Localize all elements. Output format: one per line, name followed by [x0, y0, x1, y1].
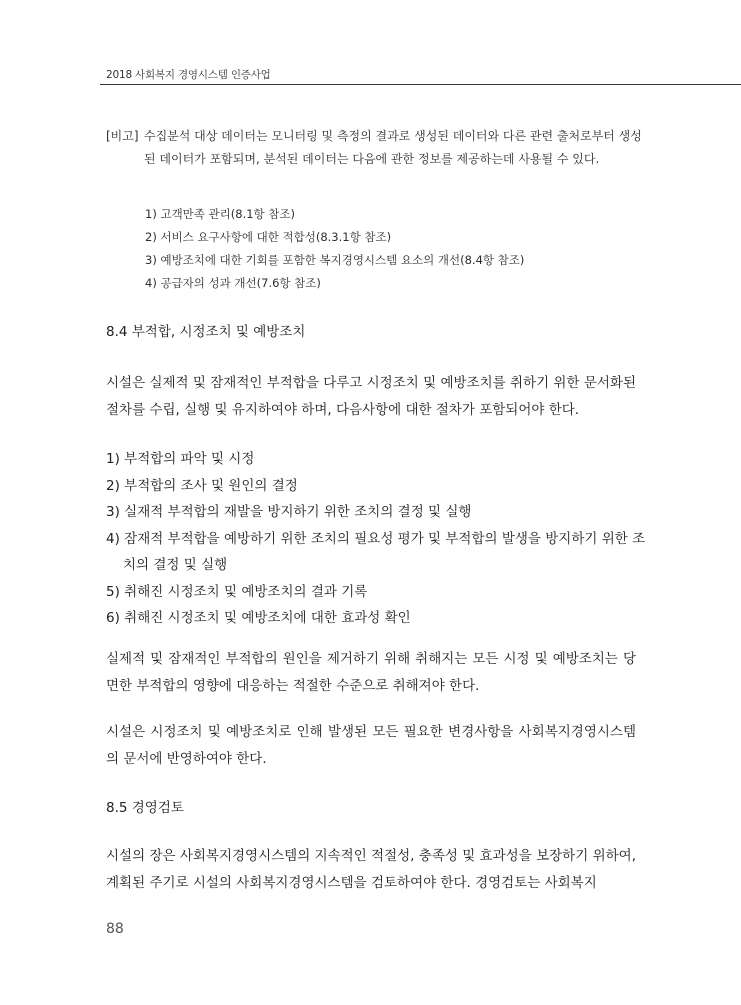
- page-number: 88: [106, 921, 124, 937]
- note-list-item: 1) 고객만족 관리(8.1항 참조): [145, 207, 296, 221]
- list-item: 6) 취해진 시정조치 및 예방조치에 대한 효과성 확인: [106, 610, 411, 626]
- note-tag: [비고]: [106, 129, 139, 143]
- note-list-item: 2) 서비스 요구사항에 대한 적합성(8.3.1항 참조): [145, 230, 392, 244]
- list-item: 3) 실재적 부적합의 재발을 방지하기 위한 조치의 결정 및 실행: [106, 504, 472, 520]
- section-8-4-paragraph-2: 실제적 및 잠재적인 부적합의 원인을 제거하기 위해 취해지는 모든 시정 및 예방조치는 당면한 부적합의 영향에 대응하는 적절한 수준으로 취해져야 한다.: [106, 651, 636, 694]
- list-item: 4) 잠재적 부적합을 예방하기 위한 조치의 필요성 평가 및 부적합의 발생을 방지하기 위한 조치의 결정 및 실행: [106, 530, 646, 573]
- section-8-5-paragraph: 시설의 장은 사회복지경영시스템의 지속적인 적절성, 충족성 및 효과성을 보장하기 위하여, 계획된 주기로 시설의 사회복지경영시스템을 검토하여야 한다. 경영검토는 사회복지: [106, 848, 636, 891]
- running-header: 2018 사회복지 경영시스템 인증사업: [106, 69, 271, 81]
- section-8-4-list: [106, 446, 646, 632]
- note-list-item: 4) 공급자의 성과 개선(7.6항 참조): [145, 276, 321, 290]
- note-list: [145, 203, 524, 295]
- note-list-item: 3) 예방조치에 대한 기회를 포함한 복지경영시스템 요소의 개선(8.4항 참조): [145, 253, 525, 267]
- section-heading-8-5: 8.5 경영검토: [106, 800, 184, 816]
- list-item: 5) 취해진 시정조치 및 예방조치의 결과 기록: [106, 583, 368, 600]
- section-8-4-paragraph-3: 시설은 시정조치 및 예방조치로 인해 발생된 모든 필요한 변경사항을 사회복지경영시스템의 문서에 반영하여야 한다.: [106, 724, 636, 767]
- note-block: [106, 125, 646, 171]
- section-8-4-intro: 시설은 실제적 및 잠재적인 부적합을 다루고 시정조치 및 예방조치를 취하기 위한 문서화된 절차를 수립, 실행 및 유지하여야 하며, 다음사항에 대한 절차가 포함되어야 한다.: [106, 375, 636, 418]
- section-heading-8-4: 8.4 부적합, 시정조치 및 예방조치: [106, 324, 306, 340]
- header-divider: [100, 84, 741, 85]
- note-text: 수집분석 대상 데이터는 모니터링 및 측정의 결과로 생성된 데이터와 다른 관련 출처로부터 생성된 데이터가 포함되며, 분석된 데이터는 다음에 관한 정보를 제공하는데 사용될 수 있다.: [144, 129, 642, 166]
- list-item: 1) 부적합의 파악 및 시정: [106, 451, 255, 467]
- list-item: 2) 부적합의 조사 및 원인의 결정: [106, 477, 298, 494]
